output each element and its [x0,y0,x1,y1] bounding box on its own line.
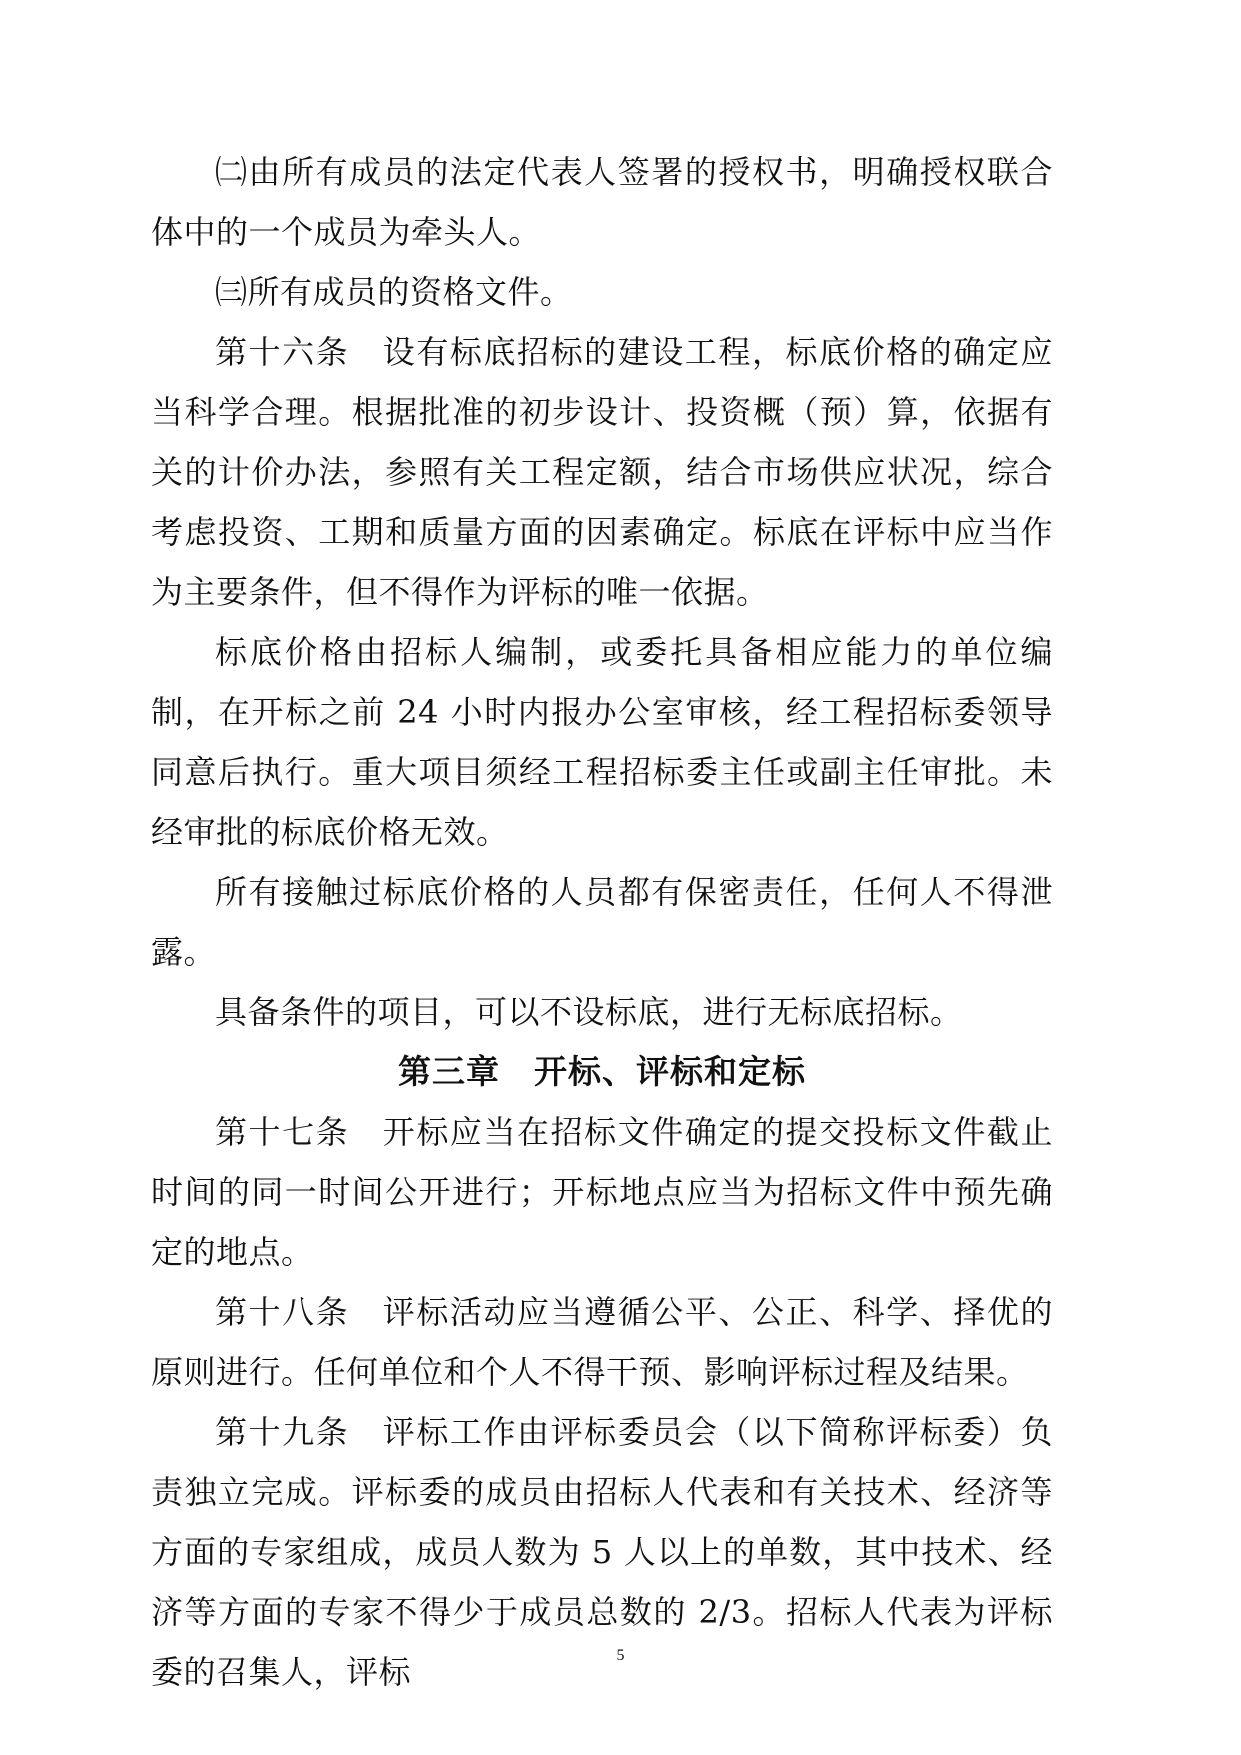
paragraph-authorization-letter: ㈡由所有成员的法定代表人签署的授权书，明确授权联合体中的一个成员为牵头人。 [151,153,1053,251]
document-body [151,142,1053,1702]
paragraph-qualification-documents: ㈢所有成员的资格文件。 [215,273,573,311]
paragraph-base-price-preparation: 标底价格由招标人编制，或委托具备相应能力的单位编制，在开标之前 24 小时内报办公室审核，经工程招标委领导同意后执行。重大项目须经工程招标委主任或副主任审批。未经审批的标底价格无效。 [151,633,1053,851]
paragraph-no-base-price: 具备条件的项目，可以不设标底，进行无标底招标。 [215,993,963,1031]
paragraph-article-17: 第十七条 开标应当在招标文件确定的提交投标文件截止时间的同一时间公开进行；开标地点应当为招标文件中预先确定的地点。 [151,1113,1053,1271]
page-number: 5 [616,1647,625,1664]
paragraph-confidentiality: 所有接触过标底价格的人员都有保密责任，任何人不得泄露。 [151,873,1053,971]
paragraph-article-18: 第十八条 评标活动应当遵循公平、公正、科学、择优的原则进行。任何单位和个人不得干预、影响评标过程及结果。 [151,1293,1053,1391]
chapter-heading: 第三章 开标、评标和定标 [398,1052,806,1091]
paragraph-article-16: 第十六条 设有标底招标的建设工程，标底价格的确定应当科学合理。根据批准的初步设计、投资概（预）算，依据有关的计价办法，参照有关工程定额，结合市场供应状况，综合考虑投资、工期和质量方面的因素确定。标底在评标中应当作为主要条件，但不得作为评标的唯一依据。 [151,333,1053,611]
paragraph-article-19: 第十九条 评标工作由评标委员会（以下简称评标委）负责独立完成。评标委的成员由招标人代表和有关技术、经济等方面的专家组成，成员人数为 5 人以上的单数，其中技术、经济等方面的专家不得少于成员总数的 2/3。招标人代表为评标委的召集人，评标 [151,1413,1053,1691]
